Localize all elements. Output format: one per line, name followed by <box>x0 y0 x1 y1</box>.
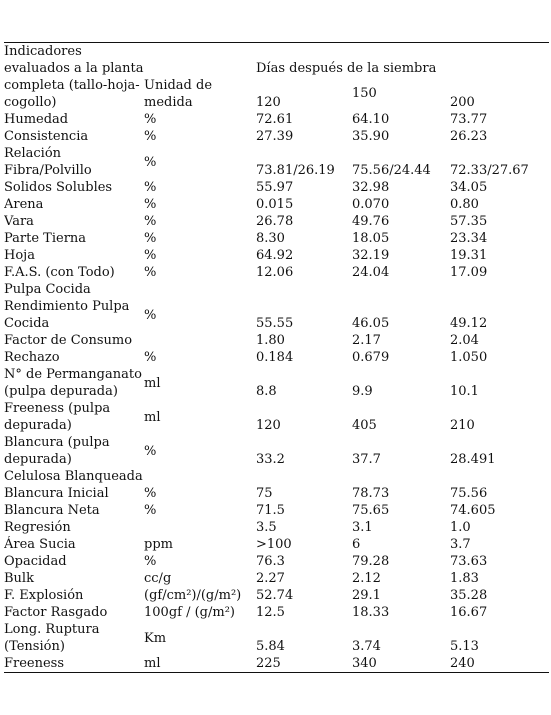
unit-cell: ml <box>144 656 161 671</box>
table-row <box>4 264 549 281</box>
unit-cell: % <box>144 154 157 170</box>
value-150-cell: 18.33 <box>352 605 390 620</box>
indicator-cell: Freeness (pulpa depurada) <box>4 401 111 433</box>
header-row <box>4 43 549 111</box>
value-200-cell: 73.63 <box>450 554 488 569</box>
value-120-cell: 8.8 <box>256 384 277 399</box>
indicator-cell: Arena <box>4 197 44 212</box>
table-row <box>4 434 549 468</box>
value-150-cell: 49.76 <box>352 214 390 229</box>
value-120-cell: 0.184 <box>256 350 294 365</box>
value-120-cell: 2.27 <box>256 571 285 586</box>
day-200-header: 200 <box>450 95 475 110</box>
value-150-cell: 3.74 <box>352 639 381 654</box>
value-200-cell: 17.09 <box>450 265 488 280</box>
value-150-cell <box>352 281 450 298</box>
table-row <box>4 468 549 485</box>
value-120-cell: 0.015 <box>256 197 294 212</box>
indicator-cell: Bulk <box>4 571 34 586</box>
value-150-cell: 64.10 <box>352 112 390 127</box>
unit-cell: ml <box>144 409 161 425</box>
value-200-cell: 72.33/27.67 <box>450 163 529 178</box>
indicator-cell: Long. Ruptura (Tensión) <box>4 622 100 654</box>
value-120-cell: >100 <box>256 537 292 552</box>
day-120-header: 120 <box>256 95 281 110</box>
value-200-cell: 73.77 <box>450 112 488 127</box>
table-row <box>4 366 549 400</box>
table-row <box>4 536 549 553</box>
value-150-cell: 340 <box>352 656 377 671</box>
indicator-cell: Blancura Neta <box>4 503 100 518</box>
value-150-cell: 32.19 <box>352 248 390 263</box>
value-120-cell: 75 <box>256 486 273 501</box>
value-200-cell: 35.28 <box>450 588 488 603</box>
value-150-cell: 29.1 <box>352 588 381 603</box>
value-120-cell: 71.5 <box>256 503 285 518</box>
data-table-container <box>4 42 549 673</box>
day-150-header: 150 <box>352 86 377 101</box>
value-200-cell: 28.491 <box>450 452 496 467</box>
value-150-cell: 18.05 <box>352 231 390 246</box>
table-row <box>4 655 549 673</box>
unit-cell: ppm <box>144 537 173 552</box>
table-row <box>4 230 549 247</box>
value-150-cell: 3.1 <box>352 520 373 535</box>
table-row <box>4 196 549 213</box>
value-120-cell: 12.06 <box>256 265 294 280</box>
unit-cell <box>144 332 256 349</box>
value-200-cell: 1.83 <box>450 571 479 586</box>
value-120-cell: 72.61 <box>256 112 294 127</box>
value-120-cell: 52.74 <box>256 588 294 603</box>
value-120-cell: 26.78 <box>256 214 294 229</box>
value-150-cell: 9.9 <box>352 384 373 399</box>
indicator-cell: Regresión <box>4 520 71 535</box>
unit-cell: % <box>144 307 157 323</box>
table-row <box>4 604 549 621</box>
value-200-cell: 3.7 <box>450 537 471 552</box>
table-row <box>4 587 549 604</box>
unit-cell <box>144 519 256 536</box>
unit-cell: 100gf / (g/m²) <box>144 605 235 620</box>
value-120-cell: 55.97 <box>256 180 294 195</box>
indicator-cell: F.A.S. (con Todo) <box>4 265 115 280</box>
value-200-cell: 57.35 <box>450 214 488 229</box>
value-200-cell: 23.34 <box>450 231 488 246</box>
value-120-cell: 27.39 <box>256 129 294 144</box>
value-200-cell: 16.67 <box>450 605 488 620</box>
value-200-cell: 2.04 <box>450 333 479 348</box>
unit-cell: % <box>144 248 157 263</box>
value-150-cell: 6 <box>352 537 361 552</box>
indicator-cell: N° de Permanganato (pulpa depurada) <box>4 367 142 399</box>
table-row <box>4 281 549 298</box>
unit-cell: % <box>144 265 157 280</box>
indicator-cell: Relación Fibra/Polvillo <box>4 146 92 178</box>
unit-cell: % <box>144 231 157 246</box>
table-row <box>4 570 549 587</box>
table-row <box>4 247 549 264</box>
value-200-cell <box>450 281 549 298</box>
value-200-cell: 1.0 <box>450 520 471 535</box>
unit-cell: % <box>144 197 157 212</box>
value-200-cell: 19.31 <box>450 248 488 263</box>
indicator-cell: Área Sucia <box>4 537 76 552</box>
value-120-cell: 1.80 <box>256 333 285 348</box>
value-150-cell <box>352 468 450 485</box>
value-200-cell: 0.80 <box>450 197 479 212</box>
indicator-cell: Pulpa Cocida <box>4 282 91 297</box>
table-row <box>4 349 549 366</box>
table-row <box>4 502 549 519</box>
indicator-cell: Vara <box>4 214 34 229</box>
indicator-cell: Humedad <box>4 112 69 127</box>
unit-cell: % <box>144 554 157 569</box>
unit-cell: % <box>144 350 157 365</box>
table-row <box>4 485 549 502</box>
table-row <box>4 519 549 536</box>
table-row <box>4 553 549 570</box>
unit-cell: (gf/cm²)/(g/m²) <box>144 588 242 603</box>
table-row <box>4 213 549 230</box>
value-200-cell: 74.605 <box>450 503 496 518</box>
value-150-cell: 37.7 <box>352 452 381 467</box>
value-150-cell: 46.05 <box>352 316 390 331</box>
value-150-cell: 2.12 <box>352 571 381 586</box>
value-120-cell: 3.5 <box>256 520 277 535</box>
value-200-cell: 34.05 <box>450 180 488 195</box>
indicator-cell: Opacidad <box>4 554 67 569</box>
indicators-table <box>4 43 549 673</box>
unit-cell: % <box>144 180 157 195</box>
value-150-cell: 2.17 <box>352 333 381 348</box>
value-200-cell: 240 <box>450 656 475 671</box>
value-200-cell: 5.13 <box>450 639 479 654</box>
value-120-cell: 64.92 <box>256 248 294 263</box>
table-row <box>4 179 549 196</box>
value-150-cell: 405 <box>352 418 377 433</box>
unit-cell: cc/g <box>144 571 172 586</box>
value-150-cell: 75.65 <box>352 503 390 518</box>
value-150-cell: 0.679 <box>352 350 390 365</box>
value-120-cell: 76.3 <box>256 554 285 569</box>
indicator-column-header: Indicadores evaluados a la planta completa (tallo-hoja-cogollo) <box>4 44 144 110</box>
unit-cell <box>144 281 256 298</box>
unit-cell: Km <box>144 630 167 646</box>
value-120-cell: 12.5 <box>256 605 285 620</box>
days-header-cell <box>256 43 549 111</box>
value-150-cell: 0.070 <box>352 197 390 212</box>
table-row <box>4 621 549 655</box>
value-150-cell: 24.04 <box>352 265 390 280</box>
value-150-cell: 79.28 <box>352 554 390 569</box>
table-row <box>4 128 549 145</box>
value-200-cell: 75.56 <box>450 486 488 501</box>
unit-cell: % <box>144 486 157 501</box>
unit-cell: % <box>144 503 157 518</box>
value-120-cell: 225 <box>256 656 281 671</box>
value-120-cell: 33.2 <box>256 452 285 467</box>
value-200-cell: 10.1 <box>450 384 479 399</box>
value-200-cell: 210 <box>450 418 475 433</box>
table-row <box>4 298 549 332</box>
value-200-cell: 26.23 <box>450 129 488 144</box>
value-150-cell: 32.98 <box>352 180 390 195</box>
indicator-cell: Consistencia <box>4 129 89 144</box>
value-200-cell: 49.12 <box>450 316 488 331</box>
value-200-cell <box>450 468 549 485</box>
unit-cell: % <box>144 214 157 229</box>
indicator-cell: Solidos Solubles <box>4 180 113 195</box>
table-row <box>4 332 549 349</box>
value-120-cell <box>256 468 352 485</box>
value-120-cell: 8.30 <box>256 231 285 246</box>
indicator-cell: F. Explosión <box>4 588 84 603</box>
indicator-cell: Factor Rasgado <box>4 605 108 620</box>
unit-column-header: Unidad de medida <box>144 78 213 110</box>
table-row <box>4 145 549 179</box>
value-120-cell: 73.81/26.19 <box>256 163 335 178</box>
days-after-sowing-label: Días después de la siembra <box>256 61 437 76</box>
value-120-cell: 55.55 <box>256 316 294 331</box>
unit-cell: % <box>144 112 157 127</box>
value-120-cell: 120 <box>256 418 281 433</box>
unit-cell: % <box>144 443 157 459</box>
value-120-cell: 5.84 <box>256 639 285 654</box>
indicator-cell: Hoja <box>4 248 35 263</box>
unit-cell <box>144 468 256 485</box>
value-200-cell: 1.050 <box>450 350 488 365</box>
indicator-cell: Blancura (pulpa depurada) <box>4 435 110 467</box>
indicator-cell: Parte Tierna <box>4 231 87 246</box>
unit-cell: % <box>144 129 157 144</box>
indicator-cell: Factor de Consumo <box>4 333 133 348</box>
indicator-cell: Freeness <box>4 656 65 671</box>
value-150-cell: 78.73 <box>352 486 390 501</box>
indicator-cell: Celulosa Blanqueada <box>4 469 143 484</box>
table-row <box>4 400 549 434</box>
value-150-cell: 35.90 <box>352 129 390 144</box>
value-120-cell <box>256 281 352 298</box>
unit-cell: ml <box>144 375 161 391</box>
indicator-cell: Rechazo <box>4 350 60 365</box>
indicator-cell: Rendimiento Pulpa Cocida <box>4 299 130 331</box>
table-row <box>4 111 549 128</box>
value-150-cell: 75.56/24.44 <box>352 163 431 178</box>
indicator-cell: Blancura Inicial <box>4 486 109 501</box>
